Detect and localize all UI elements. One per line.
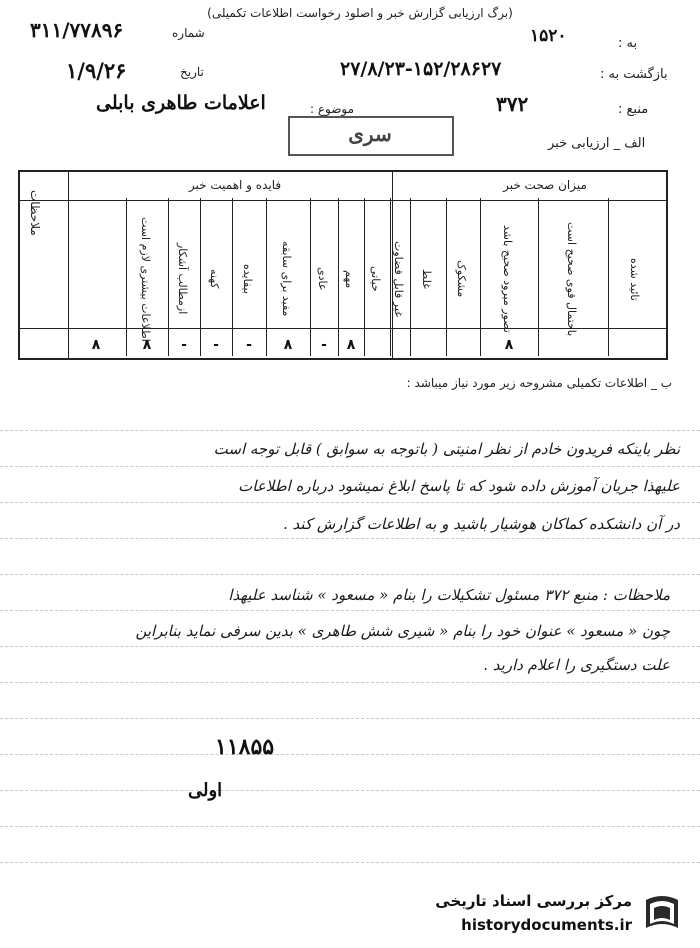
ruled-line [0, 790, 700, 791]
section-a-label: الف _ ارزیابی خبر [548, 136, 646, 151]
group-value-header: فایده و اهمیت خبر [188, 178, 282, 192]
remarks-column-header: ملاحظات [28, 190, 42, 236]
ruled-line [0, 538, 700, 539]
ruled-line [0, 826, 700, 827]
column-header-9: عادی [316, 267, 329, 291]
column-header-6: غیر قابل قضاوت [392, 241, 405, 317]
source-label: منبع : [618, 102, 649, 117]
table-column-divider [480, 198, 481, 356]
column-header-7: حیاتی [369, 266, 382, 292]
paragraph1-line1: نظر باینکه فریدون خادم از نظر امنیتی ( باتوجه به سوابق ) قابل توجه است [213, 440, 680, 458]
to-label: به : [618, 36, 638, 51]
table-value-cell [390, 337, 410, 357]
subject-value: اعلامات طاهری بابلی [96, 92, 266, 114]
subject-label: موضوع : [310, 102, 355, 116]
table-column-divider [338, 198, 339, 356]
table-column-divider [446, 198, 447, 356]
paragraph2-line1: ملاحظات : منبع ۳۷۲ مسئول تشکیلات را بنام « مسعود » شناسد علیهذا [228, 586, 670, 604]
reference-value: ۲۷/۸/۲۳-۱۵۲/۲۸۶۲۷ [340, 58, 502, 80]
table-value-cell [18, 337, 66, 357]
table-value-cell: ۸ [504, 337, 514, 353]
stamp-text: سری [348, 122, 392, 146]
source-value: ۳۷۲ [496, 92, 529, 116]
column-header-3: تصور میرود صحیح باشد [501, 225, 514, 333]
column-header-11: بیفایده [241, 264, 254, 294]
table-value-cell: - [246, 337, 252, 353]
table-column-divider [538, 198, 539, 356]
section-b-label: ب _ اطلاعات تکمیلی مشروحه زیر مورد نیاز میباشد : [406, 376, 672, 390]
paragraph2-line2: چون « مسعود » عنوان خود را بنام « شیری شش طاهری » بدین سرفی نماید بنابراین [135, 622, 670, 640]
table-value-cell: ۸ [283, 337, 293, 353]
table-value-cell [538, 337, 608, 357]
table-column-divider [200, 198, 201, 356]
column-header-2: باحتمال قوی صحیح است [565, 221, 578, 337]
ruled-line [0, 754, 700, 755]
column-header-13: ازمطالب آشکار [176, 243, 189, 315]
column-header-5: غلط [420, 269, 433, 289]
ruled-line [0, 430, 700, 431]
column-header-8: مهم [343, 269, 356, 289]
table-value-cell [608, 337, 664, 357]
table-value-cell: - [181, 337, 187, 353]
table-value-cell: ۸ [142, 337, 152, 353]
paragraph1-line3: در آن دانشکده کماکان هوشیار باشید و به اطلاعات گزارش کند . [283, 515, 680, 533]
ruled-line [0, 502, 700, 503]
note-number: ۱۱۸۵۵ [215, 734, 275, 760]
table-value-cell: ۸ [91, 337, 101, 353]
table-column-divider [168, 198, 169, 356]
form-title: (برگ ارزیابی گزارش خبر و اصلود رخواست اطلاعات تکمیلی) [207, 6, 513, 20]
signature: اولی [188, 780, 223, 801]
archive-org-name: مرکز بررسی اسناد تاریخی [435, 892, 632, 910]
table-column-divider [310, 198, 311, 356]
number-value: ۳۱۱/۷۷۸۹۶ [30, 18, 124, 42]
table-column-divider [266, 198, 267, 356]
paragraph1-line2: علیهذا جریان آموزش داده شود که تا پاسخ ابلاغ نمیشود درباره اطلاعات [238, 477, 680, 495]
ruled-line [0, 646, 700, 647]
column-header-12: کهنه [208, 269, 221, 289]
ruled-line [0, 466, 700, 467]
table-column-divider [364, 198, 365, 356]
column-header-1: تائید شده [628, 257, 641, 301]
table-value-cell: - [321, 337, 327, 353]
date-label: تاریخ [180, 65, 204, 79]
table-value-cell: ۸ [346, 337, 356, 353]
number-label: شماره [172, 26, 205, 40]
archive-url: historydocuments.ir [461, 916, 632, 934]
to-value: ۱۵۲۰ [530, 26, 567, 46]
table-value-cell [446, 337, 480, 357]
ruled-line [0, 682, 700, 683]
reference-label: بازگشت به : [600, 67, 668, 82]
table-column-divider [126, 198, 127, 356]
archive-logo-icon [638, 890, 686, 938]
table-value-cell [410, 337, 446, 357]
column-header-10: مفید برای سابقه [280, 241, 293, 317]
column-header-14: اطلاعات بیشتری لازم است [139, 216, 152, 342]
classification-stamp [288, 116, 454, 156]
paragraph2-line3: علت دستگیری را اعلام دارید . [483, 656, 670, 674]
ruled-line [0, 574, 700, 575]
table-column-divider [608, 198, 609, 356]
table-value-cell [364, 337, 390, 357]
table-column-divider [232, 198, 233, 356]
ruled-line [0, 718, 700, 719]
date-value: ۱/۹/۲۶ [66, 58, 127, 83]
column-header-4: مشکوک [455, 260, 468, 298]
ruled-line [0, 610, 700, 611]
table-value-cell: - [213, 337, 219, 353]
ruled-line [0, 862, 700, 863]
archive-watermark [432, 888, 690, 944]
table-column-divider [410, 198, 411, 356]
group-truth-header: میزان صحت خبر [503, 178, 587, 192]
